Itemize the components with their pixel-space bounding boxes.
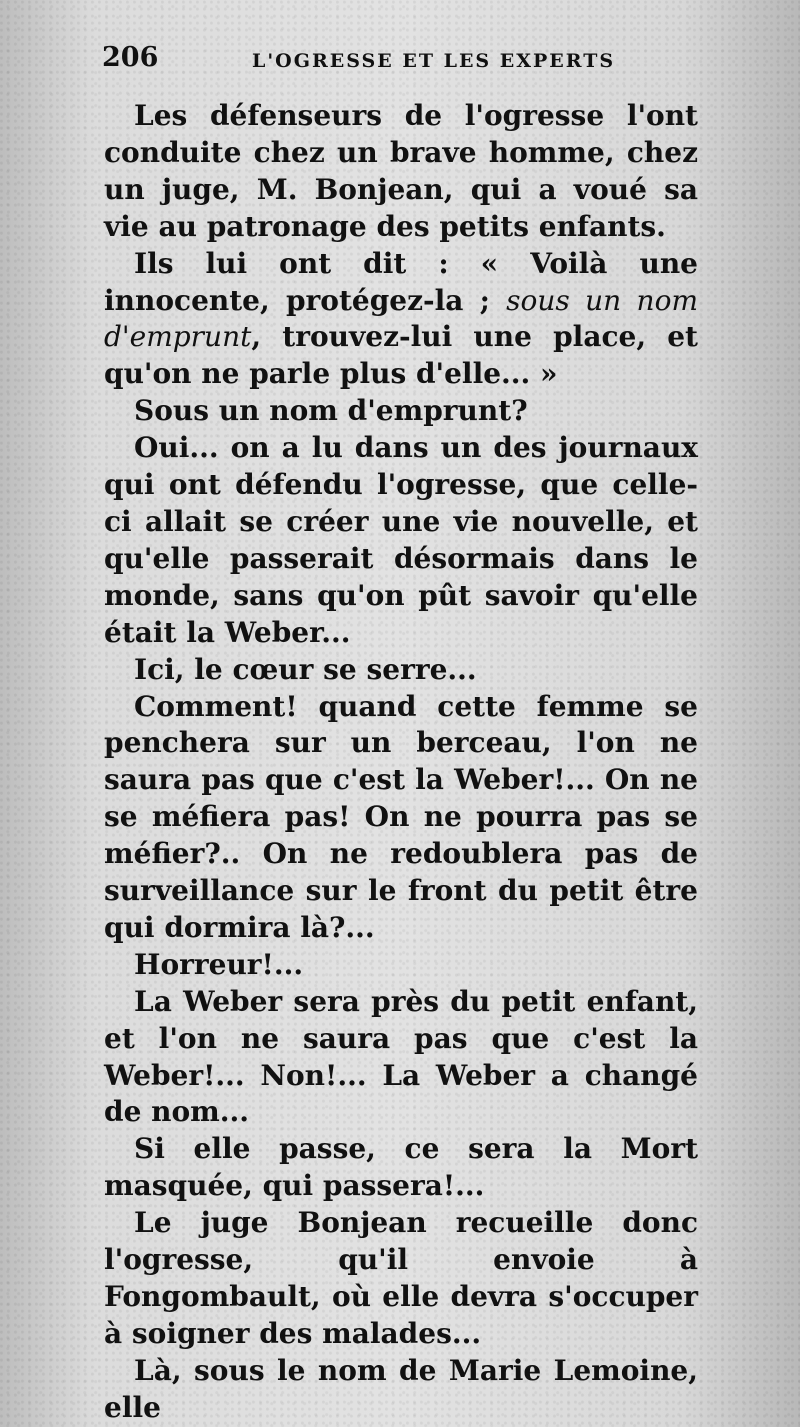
paragraph: Le juge Bonjean recueille donc l'ogresse, qu'il envoie à Fongombault, où elle devra s'occuper à soigner des malades... [104,1206,698,1350]
emphasis-text: sous un nom d'emprunt [104,283,698,354]
paragraph-text: , trouvez-lui une place, et qu'on ne parle plus d'elle... » [104,320,698,391]
paragraph: Ici, le cœur se serre... [134,652,477,686]
paragraph [104,246,698,394]
paragraph: Comment! quand cette femme se penchera sur un berceau, l'on ne saura pas que c'est la Weber!... On ne se méfiera pas! On ne pourra pas se méfier?.. On ne redoublera pas de surveillance sur le front du petit être qui dormira là?... [104,689,698,944]
page-number: 206 [102,42,159,73]
paragraph: Sous un nom d'emprunt? [134,394,528,428]
paragraph: Oui... on a lu dans un des journaux qui ont défendu l'ogresse, que celle-ci allait se créer une vie nouvelle, et qu'elle passerait désormais dans le monde, sans qu'on pût savoir qu'elle était la Weber... [104,431,698,649]
paragraph: Les défenseurs de l'ogresse l'ont conduite chez un brave homme, chez un juge, M. Bonjean, qui a voué sa vie au patronage des petits enfants. [104,99,698,243]
body-text [104,98,698,1427]
paragraph: Horreur!... [134,947,304,981]
page-header [102,42,702,82]
running-title: L'OGRESSE ET LES EXPERTS [252,50,616,72]
paragraph: Là, sous le nom de Marie Lemoine, elle [104,1353,698,1424]
paragraph: La Weber sera près du petit enfant, et l'on ne saura pas que c'est la Weber!... Non!... La Weber a changé de nom... [104,984,698,1129]
paragraph: Si elle passe, ce sera la Mort masquée, qui passera!... [104,1132,698,1203]
paragraph-text: Ils lui ont dit : « Voilà une innocente, protégez-la ; [104,246,698,317]
